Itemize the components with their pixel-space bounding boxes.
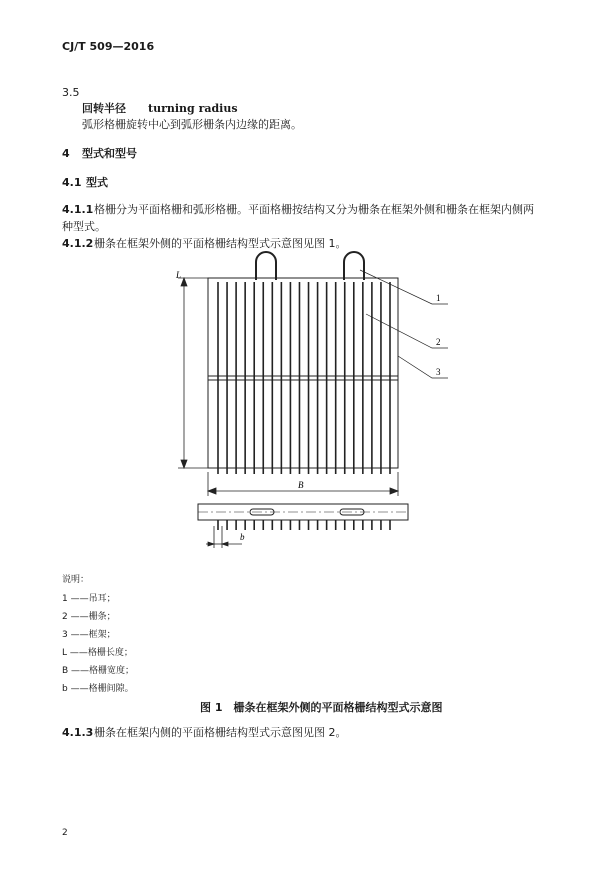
legend-item: B ——格栅宽度； [62, 666, 135, 676]
legend-item: 3 ——框架； [62, 630, 116, 640]
callout-leader-1 [360, 270, 448, 304]
dim-label-L: L [176, 270, 182, 280]
section-4-1-number: 4.1 [62, 176, 82, 189]
clause-4-1-2-text: 栅条在框架外侧的平面格栅结构型式示意图见图 1。 [94, 237, 347, 250]
callout-3: 3 [436, 367, 441, 377]
figure-caption: 图 1 栅条在框架外侧的平面格栅结构型式示意图 [200, 701, 443, 714]
legend-item: L ——格栅长度； [62, 648, 133, 658]
clause-4-1-1-line2: 种型式。 [62, 220, 106, 233]
clause-4-1-3-number: 4.1.3 [62, 726, 94, 739]
legend-item: 2 ——栅条； [62, 612, 116, 622]
section-3-5-number: 3.5 [62, 86, 80, 99]
callout-leader-3 [398, 356, 448, 378]
lifting-lug-left [256, 252, 276, 280]
section-4-number: 4 [62, 147, 70, 160]
term-definition: 弧形格栅旋转中心到弧形栅条内边缘的距离。 [82, 118, 302, 131]
term-english: turning radius [148, 102, 238, 115]
callout-2: 2 [436, 337, 441, 347]
clause-4-1-2-number: 4.1.2 [62, 237, 94, 250]
clause-4-1-1-line1: 格栅分为平面格栅和弧形格栅。平面格栅按结构又分为栅条在框架外侧和栅条在框架内侧两 [94, 203, 534, 216]
standard-number-header: CJ/T 509—2016 [62, 40, 155, 53]
clause-4-1-3-text: 栅条在框架内侧的平面格栅结构型式示意图见图 2。 [94, 726, 347, 739]
grille-structure-figure [170, 248, 460, 558]
page-number: 2 [62, 828, 68, 838]
legend-item: b ——格栅间隙。 [62, 684, 134, 694]
dim-label-B: B [298, 480, 304, 490]
dim-label-b: b [240, 532, 245, 542]
term-chinese: 回转半径 [82, 102, 126, 115]
legend-title: 说明： [62, 575, 90, 585]
callout-1: 1 [436, 293, 441, 303]
clause-4-1-1-number: 4.1.1 [62, 203, 94, 216]
section-4-title: 型式和型号 [82, 147, 137, 160]
legend-item: 1 ——吊耳； [62, 594, 116, 604]
lifting-lug-right [344, 252, 364, 280]
section-4-1-title: 型式 [86, 176, 108, 189]
